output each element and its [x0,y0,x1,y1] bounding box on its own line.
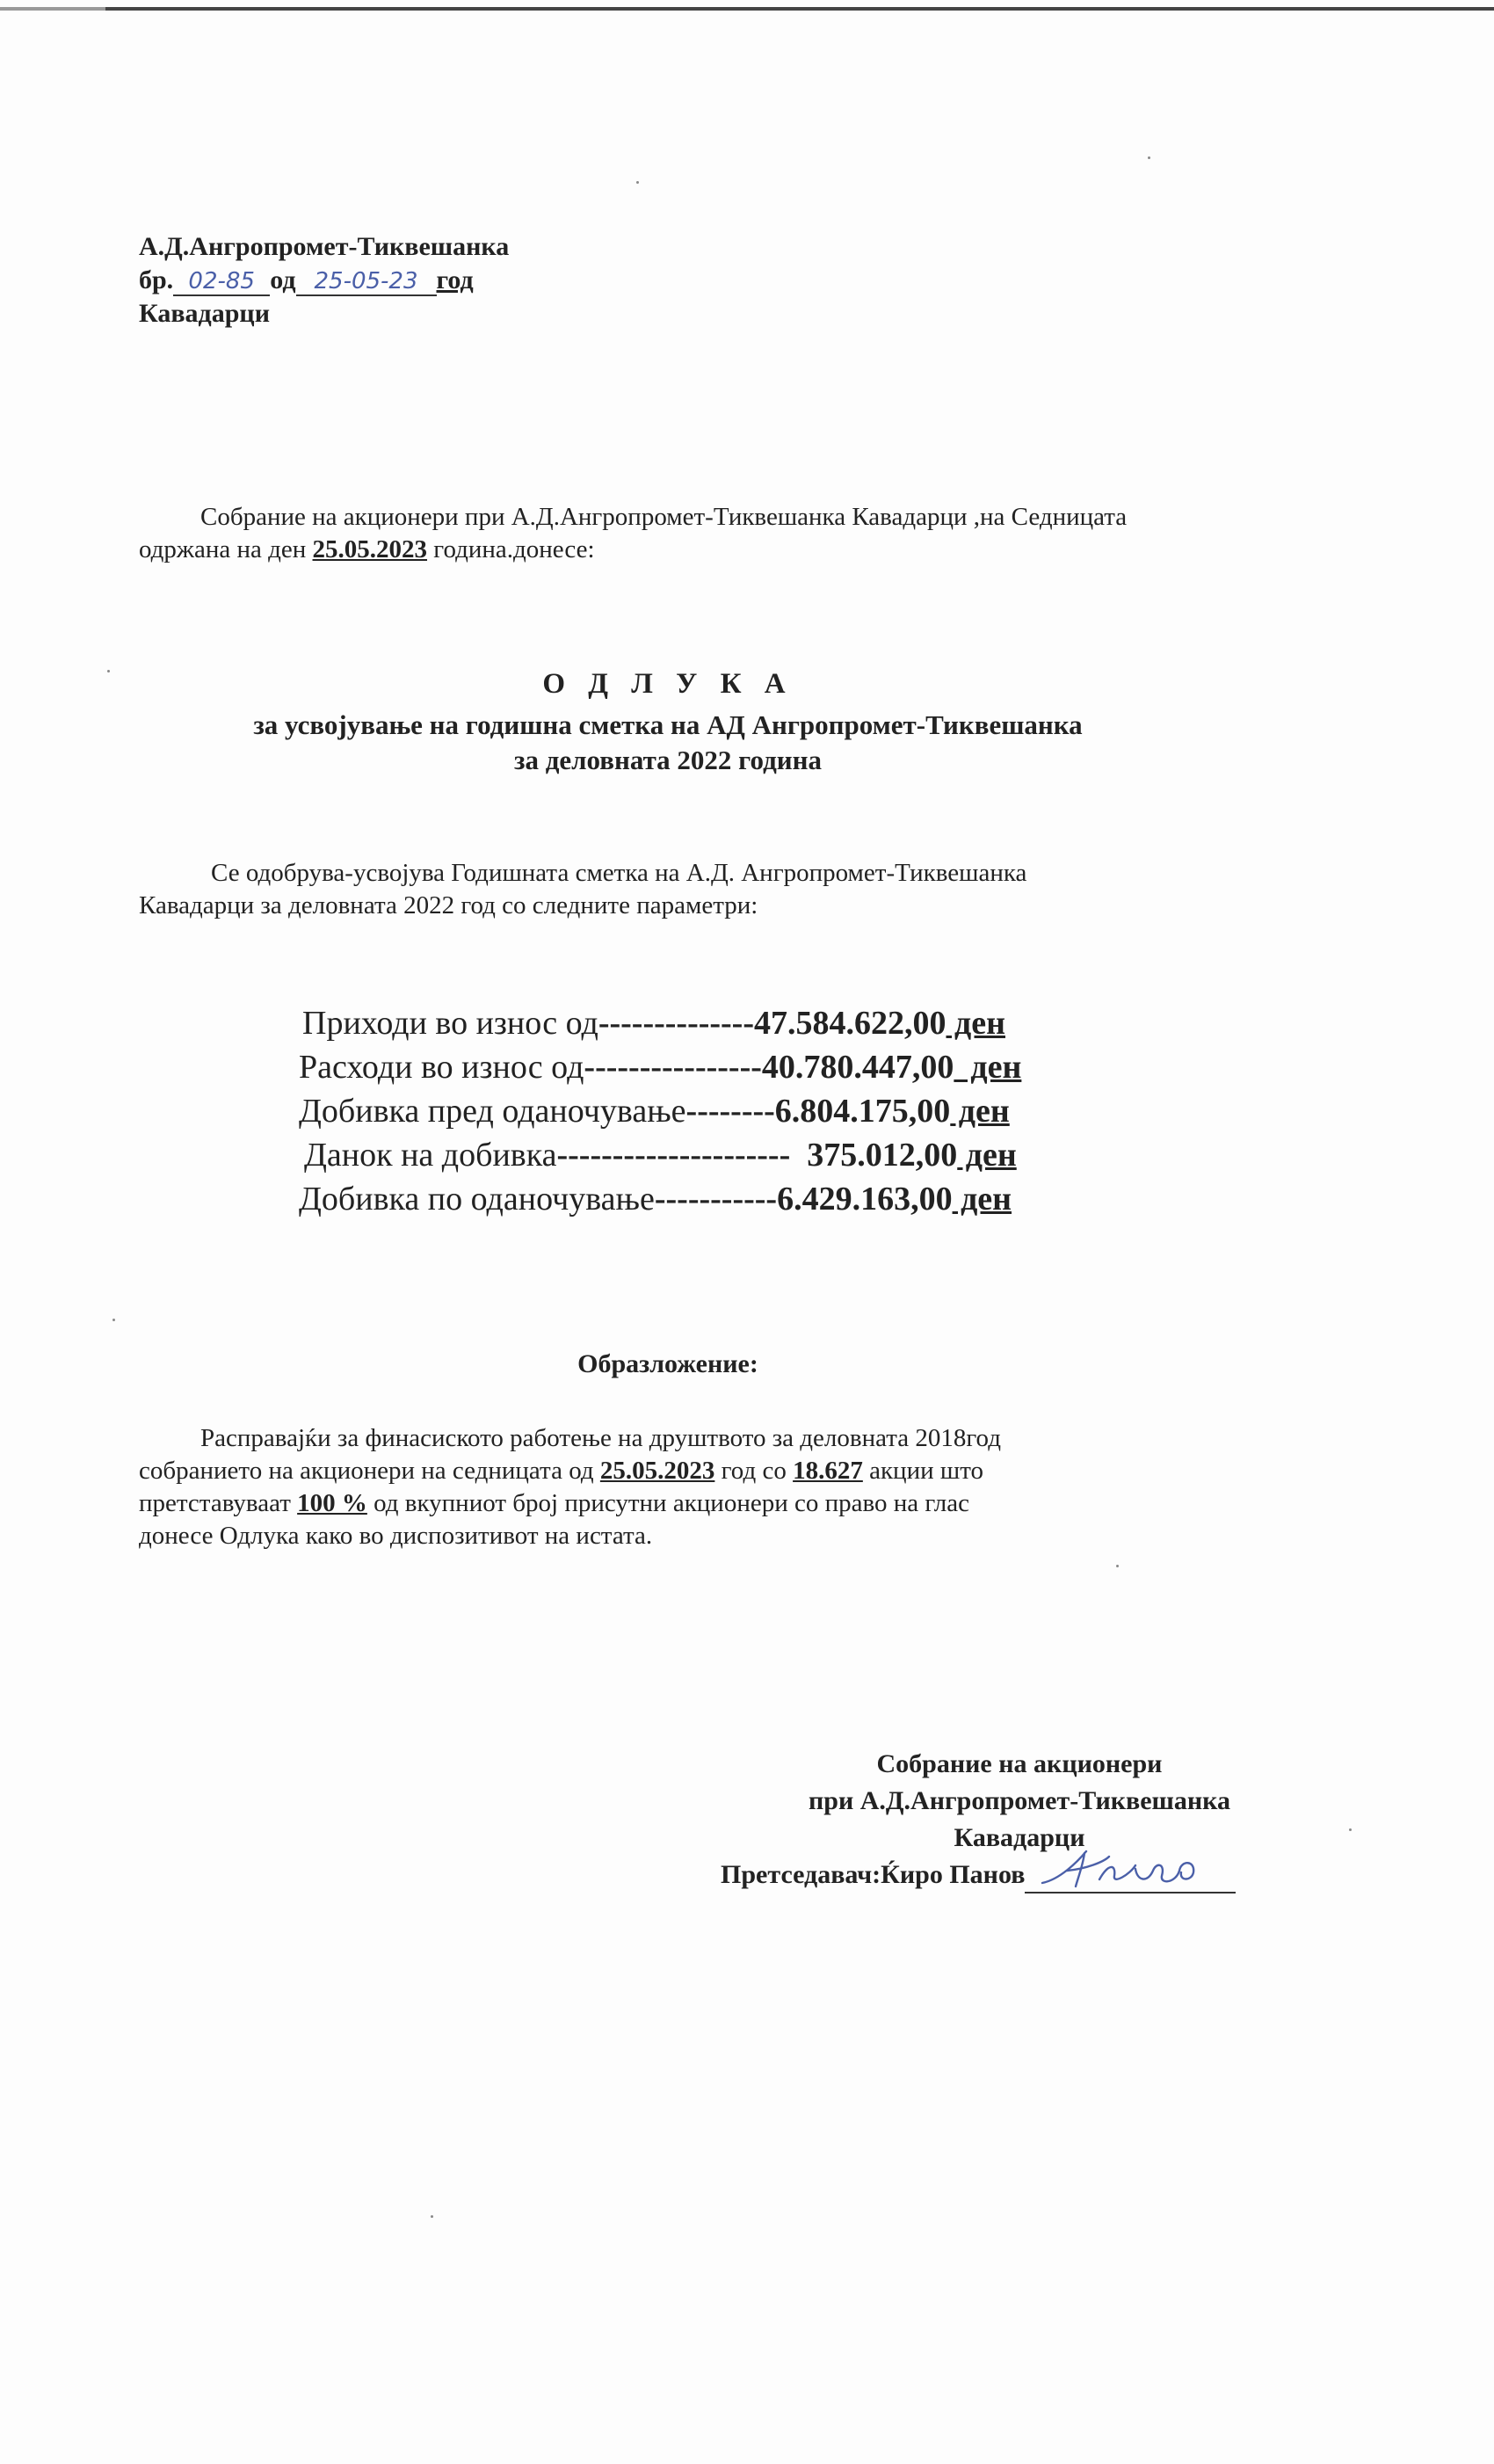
financial-amount: 6.804.175,00 [774,1093,951,1130]
header-date-prefix: од [270,265,296,294]
reasoning-line-3-b: од вкупниот број присутни акционери со право на глас [366,1489,970,1517]
financial-row [302,1002,1005,1044]
financial-currency: ден [957,1137,1017,1174]
scan-speck [1116,1565,1119,1567]
signature-company: при А.Д.Ангропромет-Тиквешанка [809,1786,1230,1815]
financial-label: Приходи во износ од [302,1005,598,1042]
financial-dashes: ----------- [654,1181,778,1217]
financial-amount: 47.584.622,00 [754,1005,946,1042]
reasoning-line-2-c: акции што [862,1457,983,1485]
financial-label: Добивка по оданочување [299,1181,655,1217]
scan-speck [431,2215,433,2218]
signature-assembly: Собрание на акционери [876,1749,1163,1778]
financial-currency: ден [950,1093,1010,1130]
financial-amount: 6.429.163,00 [777,1181,953,1217]
reasoning-session-date: 25.05.2023 [599,1457,715,1485]
header-date-value: 25-05-23 [296,268,437,296]
decision-subtitle-1: за усвојување на годишна сметка на АД Ангропромет-Тиквешанка [253,709,1083,740]
financial-amount: 375.012,00 [807,1137,958,1174]
approval-line-2: Кавадарци за деловната 2022 год со следните параметри: [139,891,758,919]
reasoning-line-3 [139,1487,1308,1520]
financial-currency: ден [954,1049,1022,1086]
financial-amount: 40.780.447,00 [761,1049,954,1086]
financial-currency: ден [946,1005,1005,1042]
scan-speck [636,181,639,184]
financial-dashes: -------- [685,1093,775,1130]
financial-row [299,1046,1021,1088]
reasoning-line-3-a: претставуваат [139,1489,298,1517]
reasoning-heading: Образложение: [577,1349,758,1378]
header-city: Кавадарци [139,299,270,328]
financial-row [304,1134,1017,1176]
financial-row [299,1090,1010,1132]
financial-row [299,1178,1012,1220]
intro-line-1: Собрание на акционери при А.Д.Ангропромет-Тиквешанка Кавадарци ,на Седницата [200,503,1128,531]
intro-line-2 [139,534,1299,566]
scan-top-border-left [0,7,105,11]
financial-dashes: --------------------- [556,1137,808,1174]
decision-title: О Д Л У К А [542,668,794,700]
signature-chair: Претседавач:Ќиро Панов [721,1860,1026,1889]
header-number-value: 02-85 [173,268,270,296]
reasoning-line-4: донесе Одлука како во диспозитивот на истата. [139,1522,653,1550]
intro-paragraph [139,501,1299,566]
reasoning-line-1: Расправајќи за финасиското работење на друштвото за деловната 2018год [200,1424,1001,1452]
scan-speck [1349,1828,1352,1831]
signature-chair-line [721,1844,1336,1893]
scan-speck [1148,156,1150,159]
approval-paragraph [139,857,1299,922]
reasoning-line-2 [139,1455,1308,1487]
financial-currency: ден [952,1181,1012,1217]
reasoning-shares-count: 18.627 [793,1457,863,1485]
handwritten-signature-icon [1025,1844,1236,1892]
header-date-suffix: год [436,265,474,294]
reasoning-line-2-b: год со [714,1457,794,1485]
signature-mark [1025,1844,1236,1893]
reasoning-paragraph [139,1422,1308,1552]
header-number-line [139,264,474,297]
header-company: А.Д.Ангропромет-Тиквешанка [139,232,510,261]
signature-city: Кавадарци [954,1823,1085,1852]
reasoning-line-2-a: собранието на акционери на седницата од [139,1457,600,1485]
financial-dashes: -------------- [598,1005,754,1042]
financial-label: Данок на добивка [304,1137,557,1174]
intro-session-date: 25.05.2023 [312,535,428,563]
scan-top-border [0,7,1494,11]
financial-label: Расходи во износ од [299,1049,584,1086]
intro-line-2-before: одржана на ден [139,535,313,563]
header-number-prefix: бр. [139,265,174,294]
scan-speck [112,1319,115,1321]
reasoning-percentage: 100 % [297,1489,367,1517]
intro-line-2-after: година.донесе: [427,535,595,563]
financial-dashes: ---------------- [584,1049,762,1086]
decision-subtitle-2: за деловната 2022 година [514,745,822,775]
financial-label: Добивка пред оданочување [299,1093,686,1130]
approval-line-1: Се одобрува-усвојува Годишната сметка на А.Д. Ангропромет-Тиквешанка [211,859,1027,887]
